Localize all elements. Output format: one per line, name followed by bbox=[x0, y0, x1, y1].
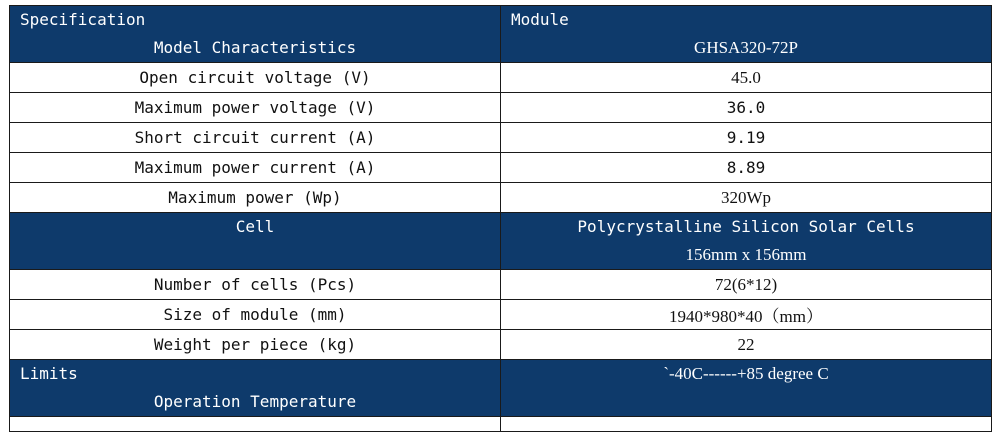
spec-table bbox=[9, 5, 992, 432]
specification-label: Specification bbox=[20, 10, 146, 29]
cell-type-cell bbox=[501, 213, 992, 270]
cell-label: Cell bbox=[235, 217, 275, 236]
module-cell bbox=[501, 6, 992, 63]
model-characteristics-label: Model Characteristics bbox=[153, 38, 357, 57]
cell-size: 156mm x 156mm bbox=[685, 245, 807, 264]
row-value: 9.19 bbox=[501, 123, 992, 153]
row-label: Maximum power (Wp) bbox=[10, 183, 501, 213]
row-label: Number of cells (Pcs) bbox=[10, 270, 501, 300]
cell-type: Polycrystalline Silicon Solar Cells bbox=[577, 217, 915, 236]
table-row bbox=[10, 330, 992, 360]
row-label: Maximum power voltage (V) bbox=[10, 93, 501, 123]
cell-header-cell bbox=[10, 213, 501, 270]
model-number: GHSA320-72P bbox=[694, 38, 798, 57]
row-label: Size of module (mm) bbox=[10, 300, 501, 330]
module-label: Module bbox=[511, 10, 569, 29]
limits-label: Limits bbox=[20, 364, 78, 383]
table-row bbox=[10, 93, 992, 123]
header-row-limits bbox=[10, 360, 992, 417]
row-label: Maximum power current (A) bbox=[10, 153, 501, 183]
operation-temperature-label: Operation Temperature bbox=[153, 392, 357, 411]
table-row bbox=[10, 153, 992, 183]
table-row bbox=[10, 63, 992, 93]
row-value: 36.0 bbox=[501, 93, 992, 123]
row-label: Open circuit voltage (V) bbox=[10, 63, 501, 93]
temperature-range-cell bbox=[501, 360, 992, 417]
table-row bbox=[10, 300, 992, 330]
row-value: 320Wp bbox=[501, 183, 992, 213]
specification-cell bbox=[10, 6, 501, 63]
row-value: 1940*980*40（mm） bbox=[501, 300, 992, 330]
row-label: Short circuit current (A) bbox=[10, 123, 501, 153]
table-row bbox=[10, 270, 992, 300]
header-row-module bbox=[10, 6, 992, 63]
row-value: 8.89 bbox=[501, 153, 992, 183]
temperature-range: `-40C------+85 degree C bbox=[663, 364, 829, 383]
row-label: Weight per piece (kg) bbox=[10, 330, 501, 360]
row-value: 22 bbox=[501, 330, 992, 360]
row-value: 45.0 bbox=[501, 63, 992, 93]
limits-cell bbox=[10, 360, 501, 417]
table-row bbox=[10, 183, 992, 213]
header-row-cell bbox=[10, 213, 992, 270]
table-row bbox=[10, 123, 992, 153]
table-row-partial bbox=[10, 417, 992, 432]
row-value: 72(6*12) bbox=[501, 270, 992, 300]
